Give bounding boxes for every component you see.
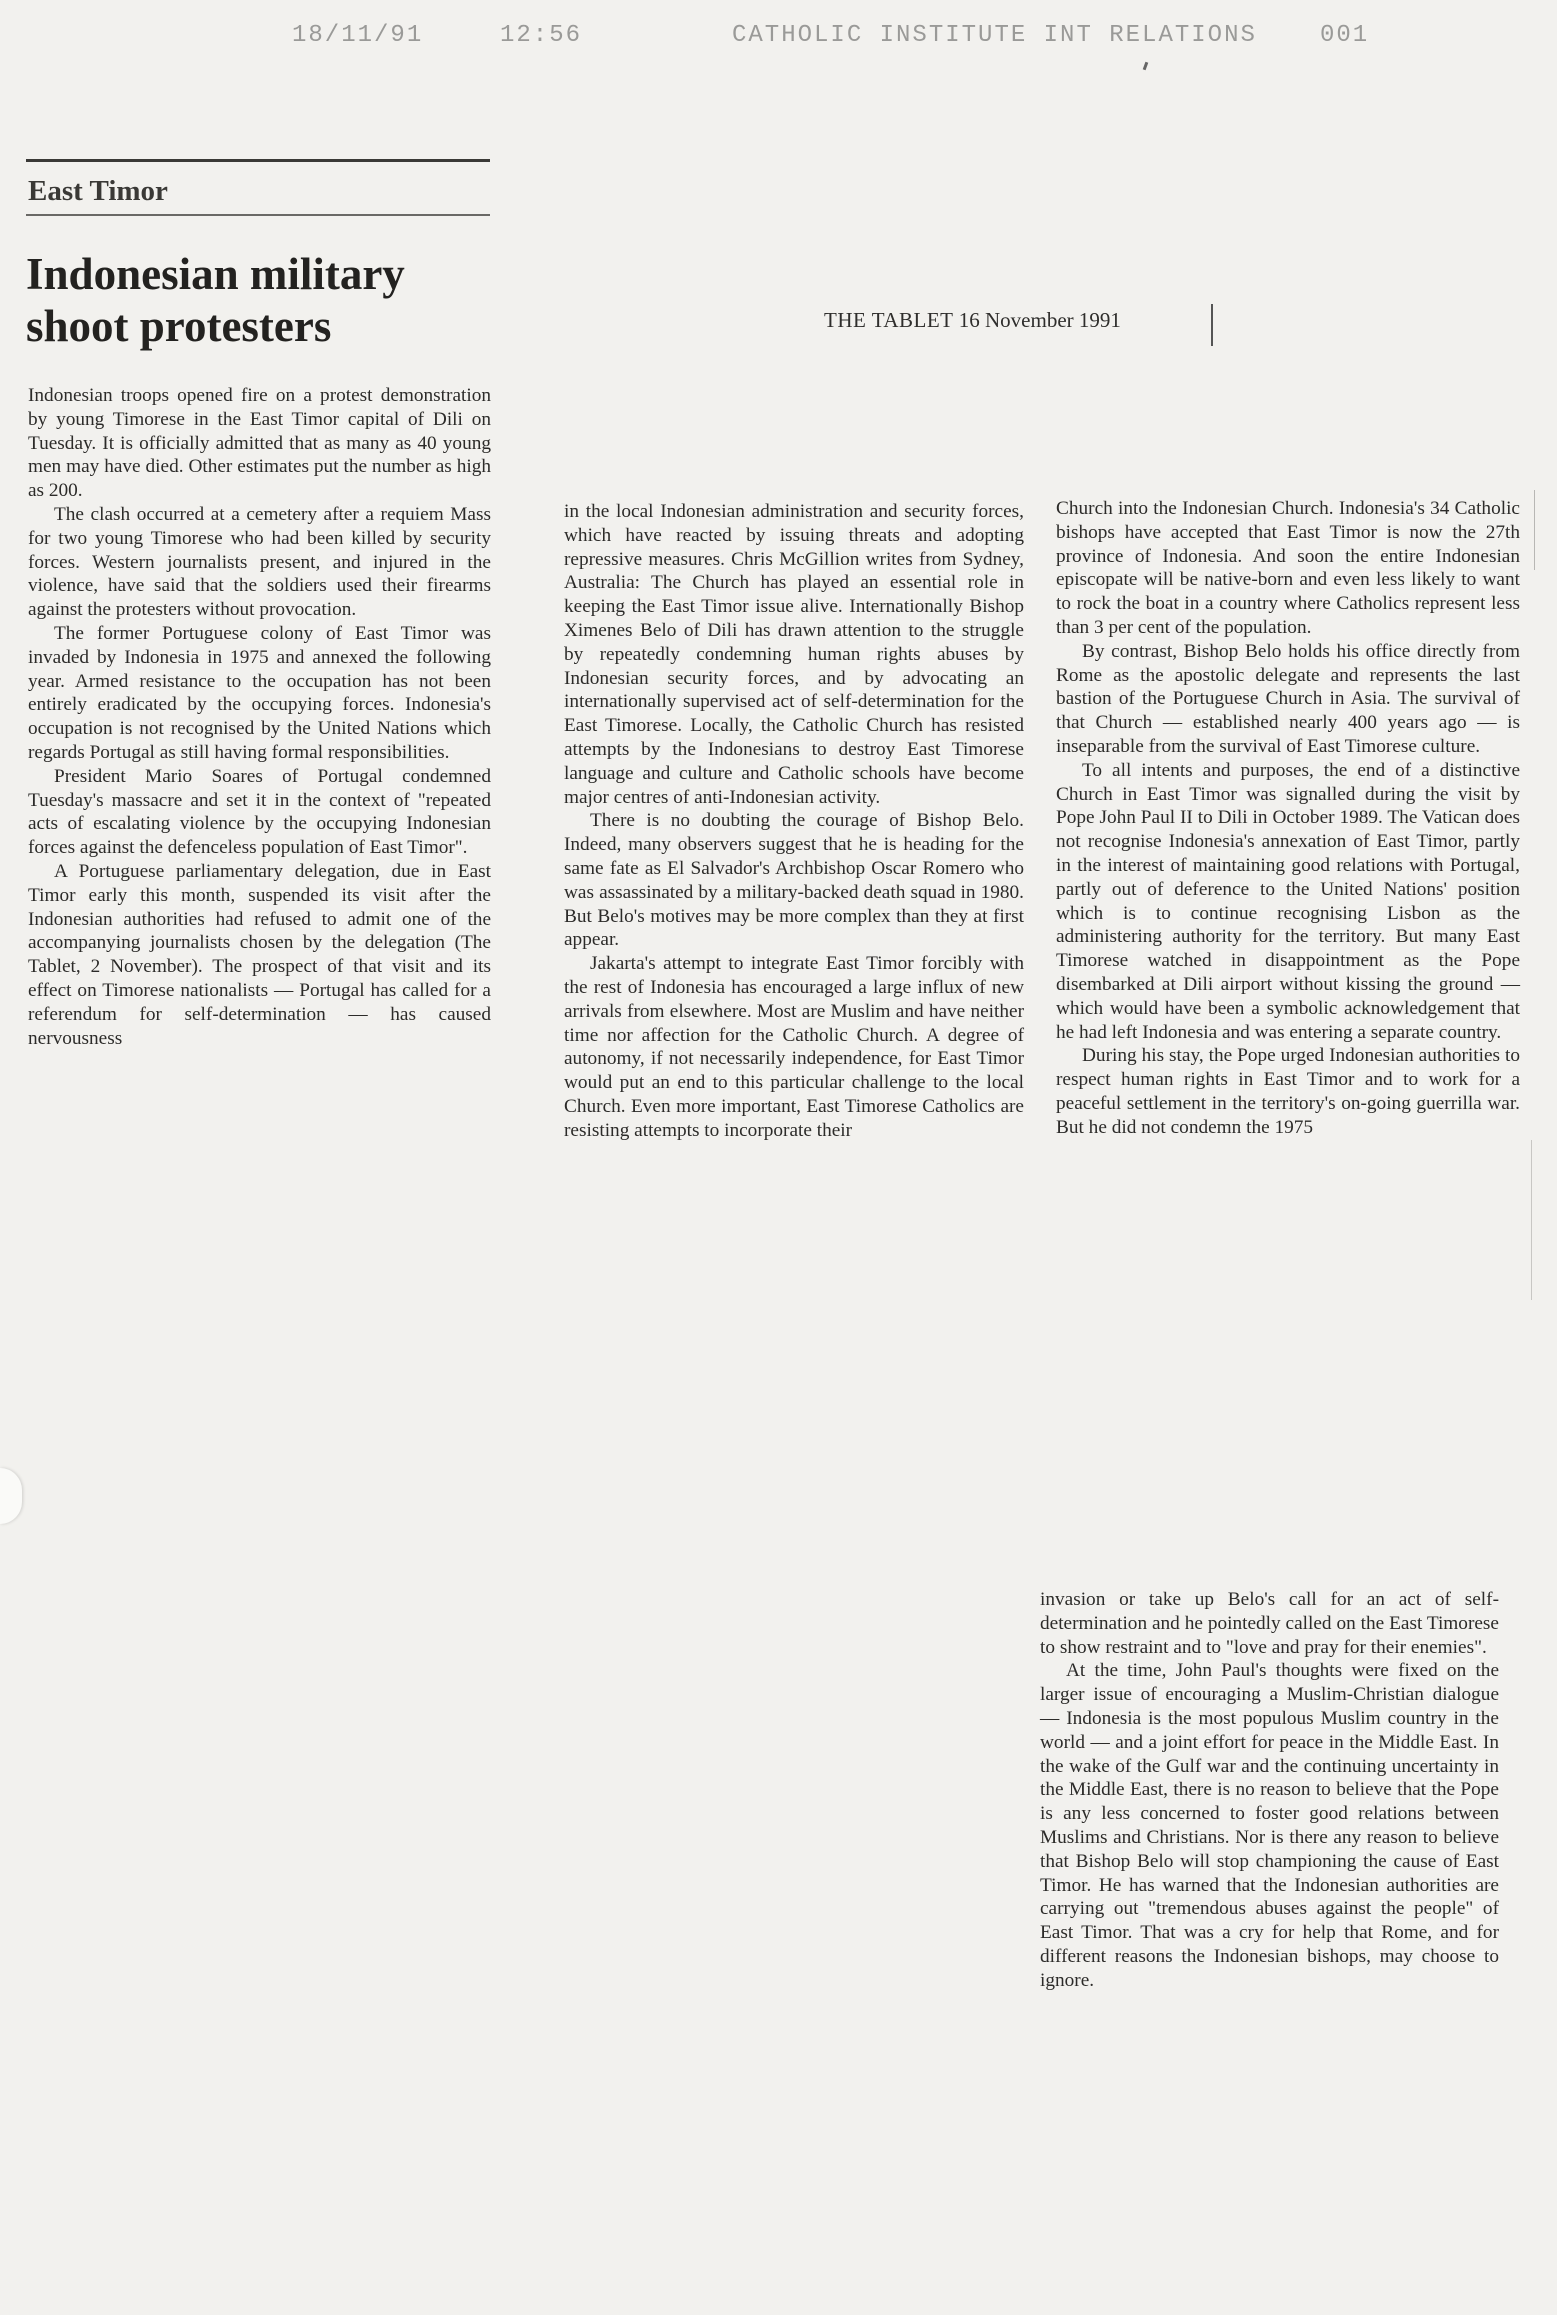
source-line <box>824 308 1121 333</box>
paragraph: invasion or take up Belo's call for an act of self-determination and he pointedly called on the East Timorese to show restraint and to "love and pray for their enemies". <box>1040 1589 1499 1658</box>
paragraph: The clash occurred at a cemetery after a requiem Mass for two young Timorese who had been killed by security forces. Western journalists present, and injured in the violence, have said that the soldiers used their firearms against the protesters without provocation. <box>28 503 491 621</box>
paragraph: There is no doubting the courage of Bishop Belo. Indeed, many observers suggest that he is heading for the same fate as El Salvador's Archbishop Oscar Romero who was assassinated by a military-backed death squad in 1980. But Belo's motives may be more complex than they at first appear. <box>564 810 1024 951</box>
paragraph: At the time, John Paul's thoughts were fixed on the larger issue of encouraging a Muslim-Christian dialogue — Indonesia is the most populous Muslim country in the world — and a joint effort for peace in the Middle East. In the wake of the Gulf war and the continuing uncertainty in the Middle East, there is no reason to believe that the Pope is any less concerned to foster good relations between Muslims and Christians. Nor is there any reason to believe that Bishop Belo will stop championing the cause of East Timor. He has warned that the Indonesian authorities are carrying out "tremendous abuses against the people" of East Timor. That was a cry for help that Rome, and for different reasons the Indonesian bishops, may choose to ignore. <box>1040 1660 1499 1991</box>
article-column-2 <box>564 500 1024 1143</box>
fax-time: 12:56 <box>500 22 583 49</box>
fax-date: 18/11/91 <box>292 22 424 49</box>
article-column-1 <box>28 384 491 1050</box>
paragraph: By contrast, Bishop Belo holds his office directly from Rome as the apostolic delegate and represents the last bastion of the Portuguese Church in Asia. The survival of that Church — established nearly 400 years ago — is inseparable from the survival of East Timorese culture. <box>1056 640 1520 757</box>
paragraph: in the local Indonesian administration and security forces, which have reacted by issuing threats and adopting repressive measures. Chris McGillion writes from Sydney, Australia: The Church has played an essential role in keeping the East Timor issue alive. Internationally Bishop Ximenes Belo of Dili has drawn attention to the struggle by repeatedly condemning human rights abuses by Indonesian security forces, and by advocating an internationally supervised act of self-determination for the East Timorese. Locally, the Catholic Church has resisted attempts by the Indonesians to destroy East Timorese language and culture and Catholic schools have become major centres of anti-Indonesian activity. <box>564 501 1024 808</box>
fax-sender: CATHOLIC INSTITUTE INT RELATIONS <box>732 22 1257 49</box>
headline-line-2: shoot protesters <box>26 301 332 351</box>
paragraph: Jakarta's attempt to integrate East Timor forcibly with the rest of Indonesia has encouraged a large influx of new arrivals from elsewhere. Most are Muslim and have neither time nor affection for the Catholic Church. A degree of autonomy, if not necessarily independence, for East Timor would put an end to this particular challenge to the local Church. Even more important, East Timorese Catholics are resisting attempts to incorporate their <box>564 953 1024 1141</box>
paragraph: President Mario Soares of Portugal condemned Tuesday's massacre and set it in the context of "repeated acts of escalating violence by the occupying Indonesian forces against the defenceless population of East Timor". <box>28 765 491 859</box>
scan-artifact <box>1531 1140 1532 1300</box>
publication-date: 16 November 1991 <box>958 308 1121 332</box>
section-rule-bottom <box>26 214 490 216</box>
headline-line-1: Indonesian military <box>26 249 405 299</box>
paragraph: To all intents and purposes, the end of a distinctive Church in East Timor was signalled during the visit by Pope John Paul II to Dili in October 1989. The Vatican does not recognise Indonesia's annexation of East Timor, partly in the interest of maintaining good relations with Portugal, partly out of deference to the United Nations' position which is to continue recognising Lisbon as the administering authority for the territory. But many East Timorese watched in disappointment as the Pope disembarked at Dili airport without kissing the ground — which would have been a symbolic acknowledgement that he had left Indonesia and was entering a separate country. <box>1056 759 1520 1043</box>
publication-name: THE TABLET <box>824 308 954 332</box>
article-column-4 <box>1040 1588 1499 1993</box>
source-divider <box>1211 304 1213 346</box>
section-label: East Timor <box>28 175 168 207</box>
paragraph: During his stay, the Pope urged Indonesian authorities to respect human rights in East Timor and to work for a peaceful settlement in the territory's on-going guerrilla war. But he did not condemn the 1975 <box>1056 1045 1520 1138</box>
headline <box>26 248 496 352</box>
paragraph: Church into the Indonesian Church. Indonesia's 34 Catholic bishops have accepted that East Timor is now the 27th province of Indonesia. And soon the entire Indonesian episcopate will be native-born and even less likely to want to rock the boat in a country where Catholics represent less than 3 per cent of the population. <box>1056 498 1520 638</box>
fax-page-number: 001 <box>1320 22 1370 49</box>
article-column-3 <box>1056 497 1520 1140</box>
section-rule-top <box>26 159 490 162</box>
scan-artifact <box>1534 490 1535 570</box>
paragraph: The former Portuguese colony of East Timor was invaded by Indonesia in 1975 and annexed the following year. Armed resistance to the occupation has not been entirely eradicated by the occupying forces. Indonesia's occupation is not recognised by the United Nations which regards Portugal as still having formal responsibilities. <box>28 622 491 763</box>
punch-hole <box>0 1468 22 1524</box>
paragraph: Indonesian troops opened fire on a protest demonstration by young Timorese in the East Timor capital of Dili on Tuesday. It is officially admitted that as many as 40 young men may have died. Other estimates put the number as high as 200. <box>28 385 491 502</box>
stray-mark <box>1143 62 1149 71</box>
paragraph: A Portuguese parliamentary delegation, due in East Timor early this month, suspended its visit after the Indonesian authorities had refused to admit one of the accompanying journalists chosen by the delegation (The Tablet, 2 November). The prospect of that visit and its effect on Timorese nationalists — Portugal has called for a referendum for self-determination — has caused nervousness <box>28 860 491 1049</box>
fax-header <box>0 14 1557 54</box>
